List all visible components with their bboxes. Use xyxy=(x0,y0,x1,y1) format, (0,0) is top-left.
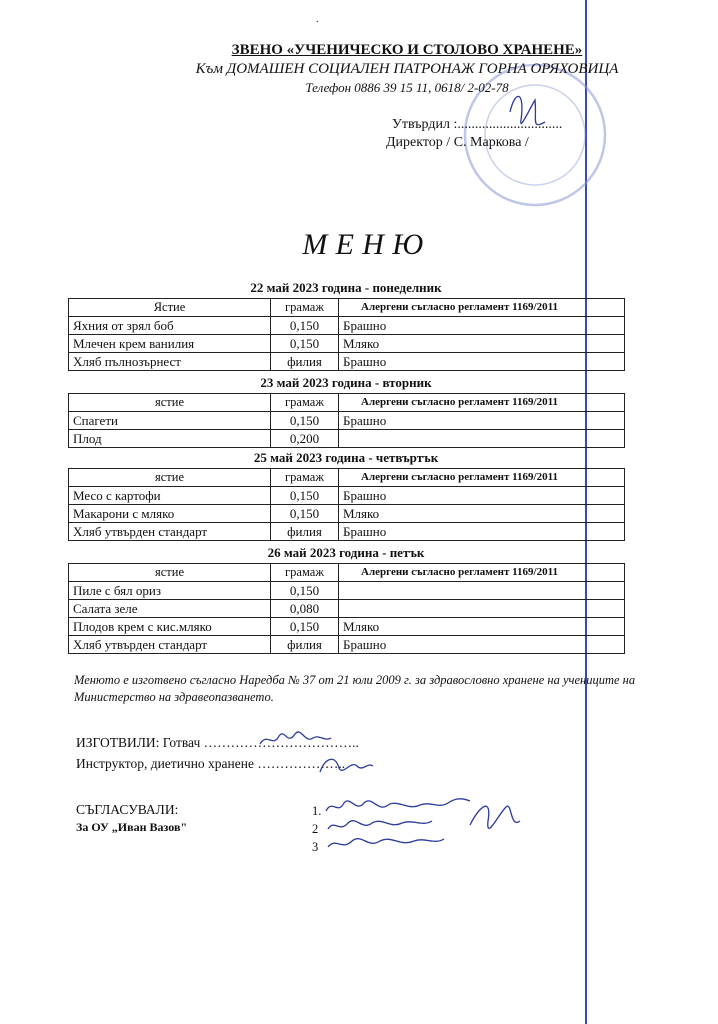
weight-cell: 0,150 xyxy=(271,412,339,430)
column-header-allergens: Алергени съгласно регламент 1169/2011 xyxy=(339,469,625,487)
page-title: М Е Н Ю xyxy=(302,228,424,261)
weight-cell: филия xyxy=(271,636,339,654)
signatory-number: 1. xyxy=(312,804,322,818)
table-row xyxy=(69,430,625,448)
weight-cell: 0,080 xyxy=(271,600,339,618)
page-mark: . xyxy=(316,14,319,25)
prepared-instructor-line: Инструктор, диетично хранене ……………….. xyxy=(76,756,346,771)
column-header-dish: ястие xyxy=(69,469,271,487)
dish-cell: Хляб утвърден стандарт xyxy=(69,636,271,654)
table-row xyxy=(69,317,625,335)
table-row xyxy=(69,600,625,618)
weight-cell: филия xyxy=(271,353,339,371)
dish-cell: Пиле с бял ориз xyxy=(69,582,271,600)
table-header-row xyxy=(69,564,625,582)
table-header-row xyxy=(69,299,625,317)
table-row xyxy=(69,335,625,353)
weight-cell: 0,150 xyxy=(271,582,339,600)
dish-cell: Хляб утвърден стандарт xyxy=(69,523,271,541)
prepared-cook-line: ИЗГОТВИЛИ: Готвач …………………………….. xyxy=(76,735,359,750)
dish-cell: Плод xyxy=(69,430,271,448)
allergen-cell: Брашно xyxy=(339,317,625,335)
dish-cell: Яхния от зрял боб xyxy=(69,317,271,335)
table-row xyxy=(69,412,625,430)
weight-cell: 0,150 xyxy=(271,317,339,335)
day-heading: 26 май 2023 година - петък xyxy=(267,545,425,560)
menu-table xyxy=(68,298,625,371)
day-heading: 22 май 2023 година - понеделник xyxy=(250,280,442,295)
director-line: Директор / С. Маркова / xyxy=(386,135,529,150)
table-row xyxy=(69,487,625,505)
allergen-cell: Мляко xyxy=(339,618,625,636)
column-header-dish: ястие xyxy=(69,394,271,412)
org-name: ЗВЕНО «УЧЕНИЧЕСКО И СТОЛОВО ХРАНЕНЕ» xyxy=(231,42,583,58)
weight-cell: 0,200 xyxy=(271,430,339,448)
dish-cell: Месо с картофи xyxy=(69,487,271,505)
table-row xyxy=(69,582,625,600)
column-header-allergens: Алергени съгласно регламент 1169/2011 xyxy=(339,394,625,412)
menu-table xyxy=(68,393,625,448)
table-row xyxy=(69,523,625,541)
allergen-cell: Брашно xyxy=(339,636,625,654)
dish-cell: Млечен крем ванилия xyxy=(69,335,271,353)
menu-table xyxy=(68,468,625,541)
weight-cell: филия xyxy=(271,523,339,541)
table-row xyxy=(69,636,625,654)
column-header-weight: грамаж xyxy=(271,299,339,317)
allergen-cell: Мляко xyxy=(339,505,625,523)
column-header-weight: грамаж xyxy=(271,564,339,582)
column-header-allergens: Алергени съгласно регламент 1169/2011 xyxy=(339,299,625,317)
table-row xyxy=(69,505,625,523)
dish-cell: Плодов крем с кис.мляко xyxy=(69,618,271,636)
allergen-cell xyxy=(339,600,625,618)
dish-cell: Салата зеле xyxy=(69,600,271,618)
weight-cell: 0,150 xyxy=(271,335,339,353)
org-phone: Телефон 0886 39 15 11, 0618/ 2-02-78 xyxy=(305,80,509,95)
menu-table xyxy=(68,563,625,654)
regulation-note: Менюто е изготвено съгласно Наредба № 37 от 21 юли 2009 г. за здравословно хранене на учениците на Министерство на здравеопазването. xyxy=(74,673,636,704)
day-heading: 23 май 2023 година - вторник xyxy=(260,375,432,390)
org-parent: Към ДОМАШЕН СОЦИАЛЕН ПАТРОНАЖ ГОРНА ОРЯХОВИЦА xyxy=(195,61,619,77)
table-row xyxy=(69,618,625,636)
handwritten-signature xyxy=(320,785,530,860)
weight-cell: 0,150 xyxy=(271,618,339,636)
school-label: За ОУ „Иван Вазов" xyxy=(76,820,188,834)
approved-line: Утвърдил :.............................. xyxy=(392,117,563,132)
agreed-label: СЪГЛАСУВАЛИ: xyxy=(76,802,179,817)
column-header-weight: грамаж xyxy=(271,469,339,487)
column-header-dish: ястие xyxy=(69,564,271,582)
allergen-cell: Брашно xyxy=(339,487,625,505)
column-header-allergens: Алергени съгласно регламент 1169/2011 xyxy=(339,564,625,582)
day-heading: 25 май 2023 година - четвъртък xyxy=(253,450,439,465)
table-header-row xyxy=(69,394,625,412)
allergen-cell: Брашно xyxy=(339,523,625,541)
column-header-dish: Ястие xyxy=(69,299,271,317)
dish-cell: Макарони с мляко xyxy=(69,505,271,523)
allergen-cell: Брашно xyxy=(339,412,625,430)
weight-cell: 0,150 xyxy=(271,505,339,523)
column-header-weight: грамаж xyxy=(271,394,339,412)
allergen-cell xyxy=(339,430,625,448)
weight-cell: 0,150 xyxy=(271,487,339,505)
dish-cell: Хляб пълнозърнест xyxy=(69,353,271,371)
signatory-number: 2 xyxy=(312,822,319,836)
dish-cell: Спагети xyxy=(69,412,271,430)
signatory-number: 3 xyxy=(312,840,319,854)
allergen-cell xyxy=(339,582,625,600)
table-header-row xyxy=(69,469,625,487)
allergen-cell: Мляко xyxy=(339,335,625,353)
allergen-cell: Брашно xyxy=(339,353,625,371)
table-row xyxy=(69,353,625,371)
handwritten-signature xyxy=(255,724,405,784)
